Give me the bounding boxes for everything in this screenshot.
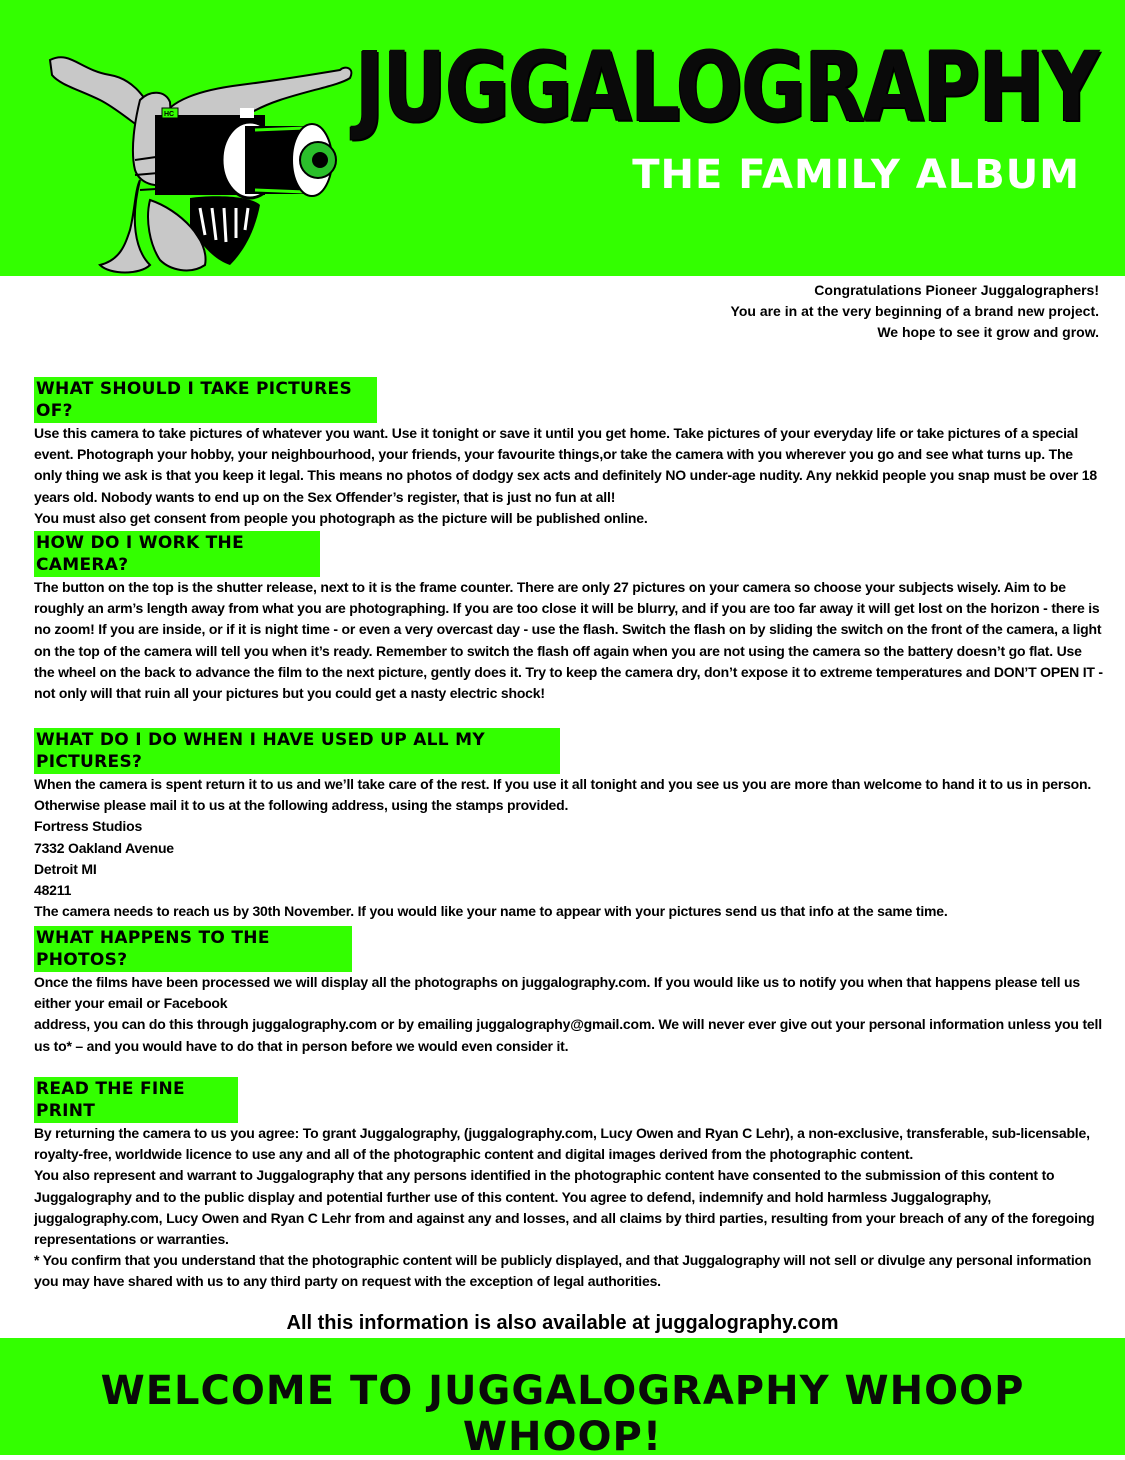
intro-line: Congratulations Pioneer Juggalographers!	[814, 282, 1099, 298]
section-body	[34, 423, 1104, 529]
svg-text:HC: HC	[164, 111, 175, 118]
address-line: 48211	[34, 882, 72, 899]
paragraph: By returning the camera to us you agree: To grant Juggalography, (juggalography.com, Lucy Owen and Ryan C Lehr), a non-exclusive, transferable, sub-licensable, royalty-free, worldwide licence to use any and all of the photographic content and digital images derived from the photographic content.	[34, 1125, 1090, 1163]
section-heading: WHAT DO I DO WHEN I HAVE USED UP ALL MY PICTURES?	[34, 728, 560, 774]
section-how-to-use-camera	[34, 531, 1104, 704]
section-what-happens-to-photos	[34, 926, 1104, 1057]
paragraph: Use this camera to take pictures of whatever you want. Use it tonight or save it until you get home. Take pictures of your everyday life or take pictures of a special event. Photograph your hobby, your neighbourhood, your friends, your favourite things,or take the camera with you wherever you go and see what turns up. The only thing we ask is that you keep it legal. This means no photos of dodgy sex acts and definitely NO under-age nudity. Any nekkid people you snap must be over 18 years old. Nobody wants to end up on the Sex Offender’s register, that is just no fun at all!	[34, 425, 1097, 505]
paragraph: Once the films have been processed we will display all the photographs on juggalography.com. If you would like us to notify you when that happens please tell us either your email or Facebook	[34, 974, 1080, 1012]
intro-line: You are in at the very beginning of a brand new project.	[730, 303, 1099, 319]
intro-line: We hope to see it grow and grow.	[877, 324, 1099, 340]
website-note: All this information is also available at juggalography.com	[286, 1312, 839, 1334]
welcome-banner-text: WELCOME TO JUGGALOGRAPHY WHOOP WHOOP!	[100, 1368, 1025, 1460]
section-heading: WHAT SHOULD I TAKE PICTURES OF?	[34, 377, 377, 423]
address-line: Detroit MI	[34, 860, 97, 877]
section-fine-print	[34, 1077, 1104, 1293]
page-subtitle: THE FAMILY ALBUM	[632, 152, 1080, 198]
intro-block	[731, 280, 1099, 343]
camera-mascot-icon	[40, 30, 360, 280]
section-heading: WHAT HAPPENS TO THE PHOTOS?	[34, 926, 352, 972]
paragraph: When the camera is spent return it to us and we’ll take care of the rest. If you use it all tonight and you see us you are more than welcome to hand it to us in person. Otherwise please mail it to us at the following address, using the stamps provided.	[34, 776, 1092, 814]
paragraph: You must also get consent from people you photograph as the picture will be published online.	[34, 509, 648, 526]
paragraph: address, you can do this through juggalography.com or by emailing juggalography@gmail.com. We will never ever give out your personal information unless you tell us to* – and you would have to do that in person before we would even consider it.	[34, 1016, 1102, 1054]
footer-banner	[0, 1338, 1125, 1460]
section-heading: HOW DO I WORK THE CAMERA?	[34, 531, 320, 577]
paragraph: The camera needs to reach us by 30th November. If you would like your name to appear with your pictures send us that info at the same time.	[34, 903, 948, 920]
paragraph: The button on the top is the shutter release, next to it is the frame counter. There are only 27 pictures on your camera so choose your subjects wisely. Aim to be roughly an arm’s length away from what you are photographing. If you are too close it will be blurry, and if you are too far away it will get lost on the horizon - there is no zoom! If you are inside, or if it is night time - or even a very overcast day - use the flash. Switch the flash on by sliding the switch on the front of the camera, a light on the top of the camera will tell you when it’s ready. Remember to switch the flash off again when you are not using the camera so the battery doesn’t go flat. Use the wheel on the back to advance the film to the next picture, gently does it. Try to keep the camera dry, don’t expose it to extreme temperatures and DON’T OPEN IT - not only will that ruin all your pictures but you could get a nasty electric shock!	[34, 579, 1103, 702]
address-line: Fortress Studios	[34, 818, 143, 835]
section-when-finished	[34, 728, 1104, 922]
section-body	[34, 1123, 1104, 1293]
section-body	[34, 972, 1104, 1057]
address-line: 7332 Oakland Avenue	[34, 839, 174, 856]
section-body	[34, 577, 1104, 704]
page-title: JUGGALOGRAPHY	[355, 31, 1099, 143]
footnote: * You confirm that you understand that the photographic content will be publicly displayed, and that Juggalography will not sell or divulge any personal information you may have shared with us to any third party on request with the exception of legal authorities.	[34, 1252, 1092, 1290]
header-banner	[0, 0, 1125, 276]
section-heading: READ THE FINE PRINT	[34, 1077, 238, 1123]
section-body	[34, 774, 1104, 922]
section-what-to-photograph	[34, 377, 1104, 529]
paragraph: You also represent and warrant to Juggalography that any persons identified in the photographic content have consented to the submission of this content to Juggalography and to the public display and potential further use of this content. You agree to defend, indemnify and hold harmless Juggalography, juggalography.com, Lucy Owen and Ryan C Lehr from and against any and losses, and all claims by third parties, resulting from your breach of any of the foregoing representations or warranties.	[34, 1167, 1095, 1248]
